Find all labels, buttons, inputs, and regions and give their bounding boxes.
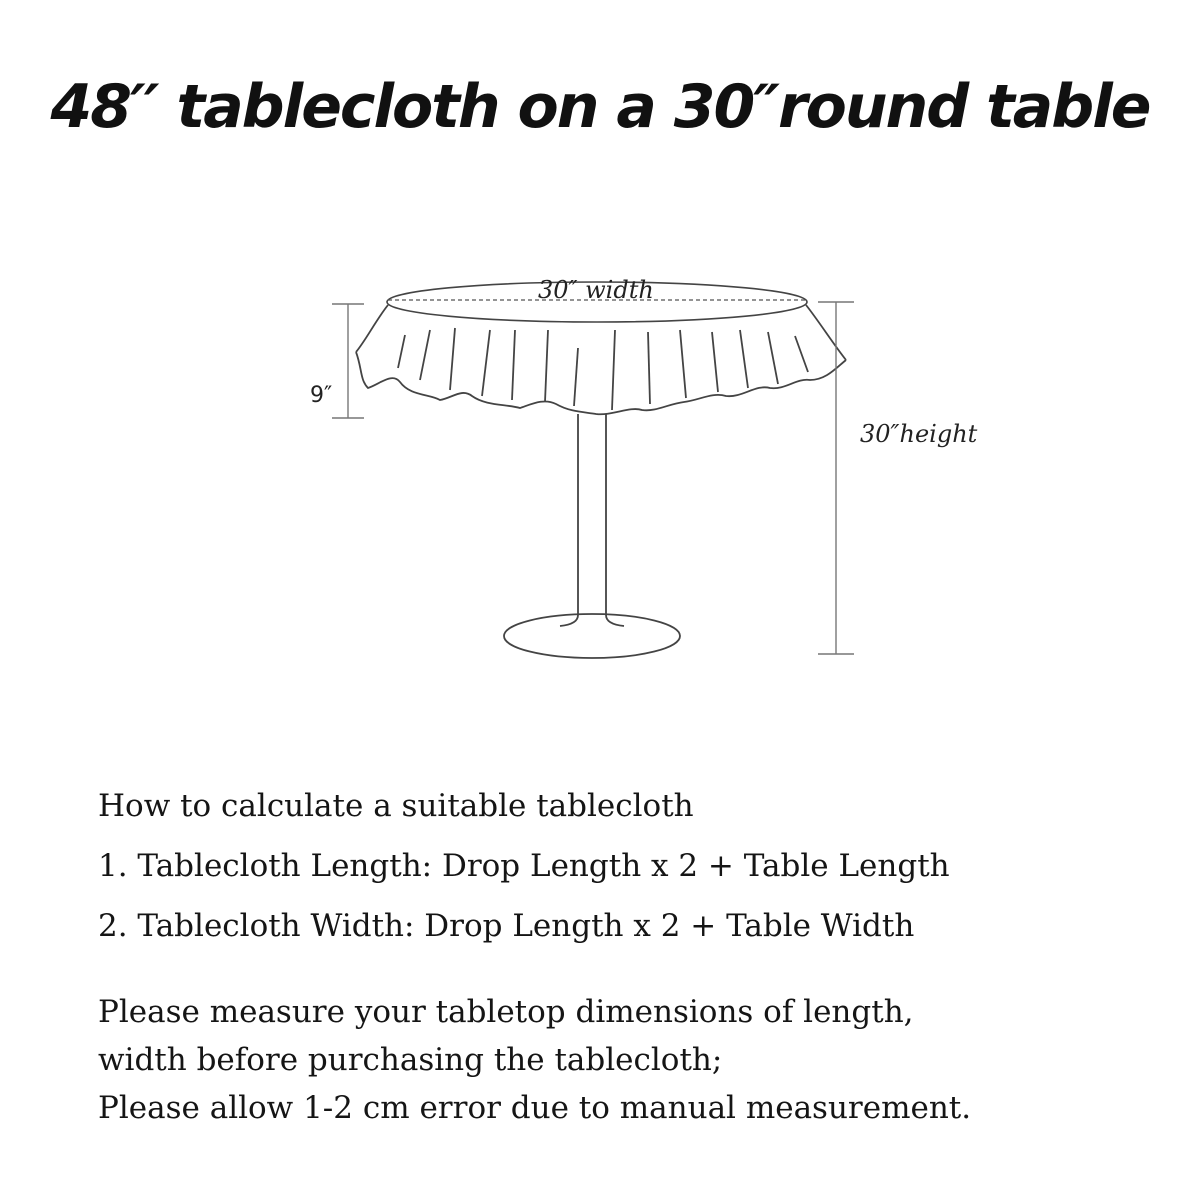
page-title: 48′′ tablecloth on a 30″round table <box>50 72 1150 142</box>
height-dimension <box>818 302 854 654</box>
instruction-step-length: 1. Tablecloth Length: Drop Length x 2 + Table Length <box>98 848 950 884</box>
instruction-step-width: 2. Tablecloth Width: Drop Length x 2 + Table Width <box>98 908 915 944</box>
width-label: 30″ width <box>538 276 654 304</box>
drop-label: 9″ <box>310 383 333 408</box>
instructions-heading: How to calculate a suitable tablecloth <box>98 788 694 824</box>
note-line: Please allow 1-2 cm error due to manual measurement. <box>98 1090 972 1126</box>
measurement-note <box>98 988 971 1132</box>
note-line: width before purchasing the tablecloth; <box>98 1042 723 1078</box>
table-pedestal <box>504 414 680 658</box>
note-line: Please measure your tabletop dimensions of length, <box>98 994 914 1030</box>
height-label: 30″height <box>860 420 978 448</box>
